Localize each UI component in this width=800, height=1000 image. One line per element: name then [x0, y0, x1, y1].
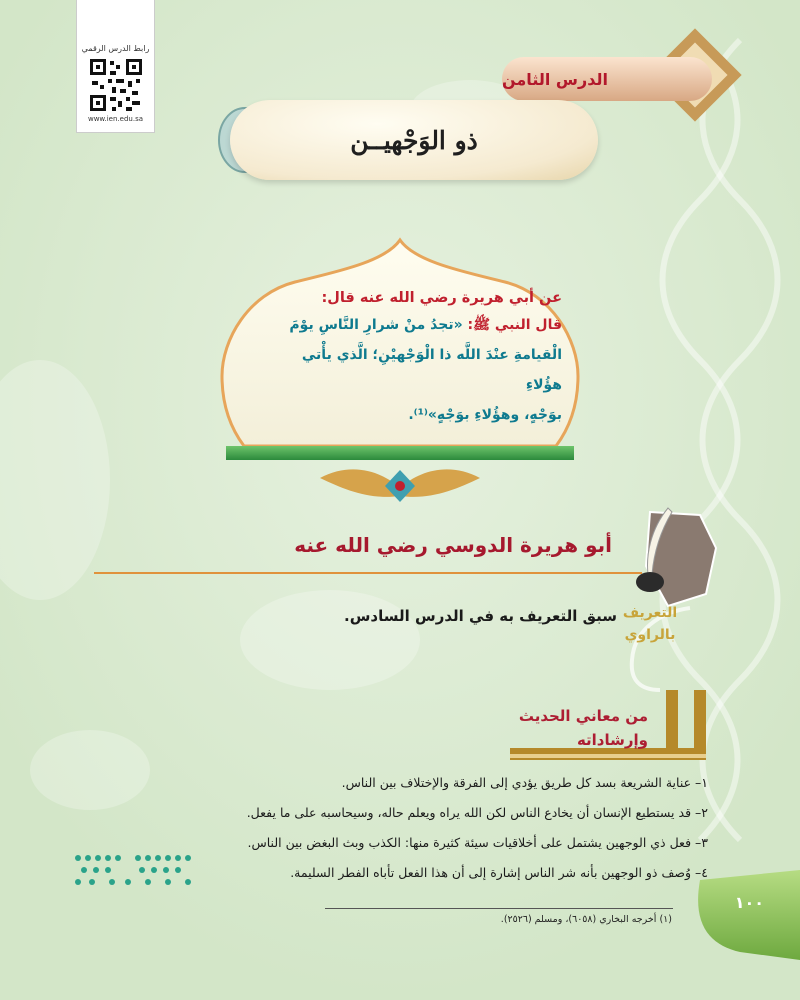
hadith-line-2: الْقيامةِ عنْدَ اللَّه ذا الْوَجْهيْنِ؛ الَّذي يأْتي هؤُلاءِ — [301, 347, 562, 393]
hadith-line-1: «تجدُ منْ شرارِ النَّاسِ يوْمَ — [289, 317, 463, 333]
narrator-intro-text: سبق التعريف به في الدرس السادس. — [344, 607, 617, 625]
qr-url[interactable]: www.ien.edu.sa — [87, 115, 144, 123]
meanings-title-line-1: من معاني الحديث — [518, 707, 648, 725]
hadith-base-bar — [226, 446, 574, 460]
meanings-list — [68, 768, 708, 888]
hadith-prefix: قال النبي ﷺ: — [467, 317, 562, 333]
qr-label: رابط الدرس الرقمي — [81, 44, 150, 53]
meanings-title — [519, 704, 648, 752]
lesson-title: ذو الوَجْهيــن — [230, 100, 598, 180]
lesson-number-tag: الدرس الثامن — [502, 57, 712, 101]
meanings-title-line-2: وإرشاداته — [576, 731, 648, 749]
hadith-intro: عن أبي هريرة رضي الله عنه قال: — [321, 290, 562, 306]
hadith-body — [262, 310, 562, 430]
footnote: (١) أخرجه البخاري (٦٠٥٨)، ومسلم (٢٥٢٦). — [500, 914, 672, 925]
qr-code[interactable] — [88, 57, 144, 113]
hadith-line-3: بوَجْهٍ، وهؤُلاءِ بوَجْهٍ»⁽¹⁾. — [408, 407, 562, 423]
list-item: ٢– قد يستطيع الإنسان أن يخادع الناس لكن الله يراه ويعلم حاله، وسيحاسبه على ما يفعل. — [246, 805, 708, 820]
list-item: ٣– فعل ذي الوجهين يشتمل على أخلاقيات سيئة كثيرة منها: الكذب وبث البغض بين الناس. — [247, 835, 708, 850]
list-item: ١– عناية الشريعة بسد كل طريق يؤدي إلى الفرقة والإختلاف بين الناس. — [341, 775, 708, 790]
narrator-label-line-2: بالراوي — [624, 627, 676, 643]
section-divider — [94, 572, 642, 574]
narrator-label-line-1: التعريف — [622, 605, 678, 621]
footnote-divider — [325, 908, 673, 909]
narrator-name: أبو هريرة الدوسي رضي الله عنه — [294, 533, 612, 557]
hadith-text — [262, 290, 562, 430]
list-item: ٤– وُصف ذو الوجهين بأنه شر الناس إشارة إلى أن هذا الفعل تأباه الفطر السليمة. — [290, 865, 708, 880]
qr-code-panel[interactable] — [76, 0, 155, 133]
narrator-intro-label — [622, 602, 678, 670]
hadith-line — [262, 310, 562, 340]
page-number: ١٠٠ — [734, 893, 764, 912]
